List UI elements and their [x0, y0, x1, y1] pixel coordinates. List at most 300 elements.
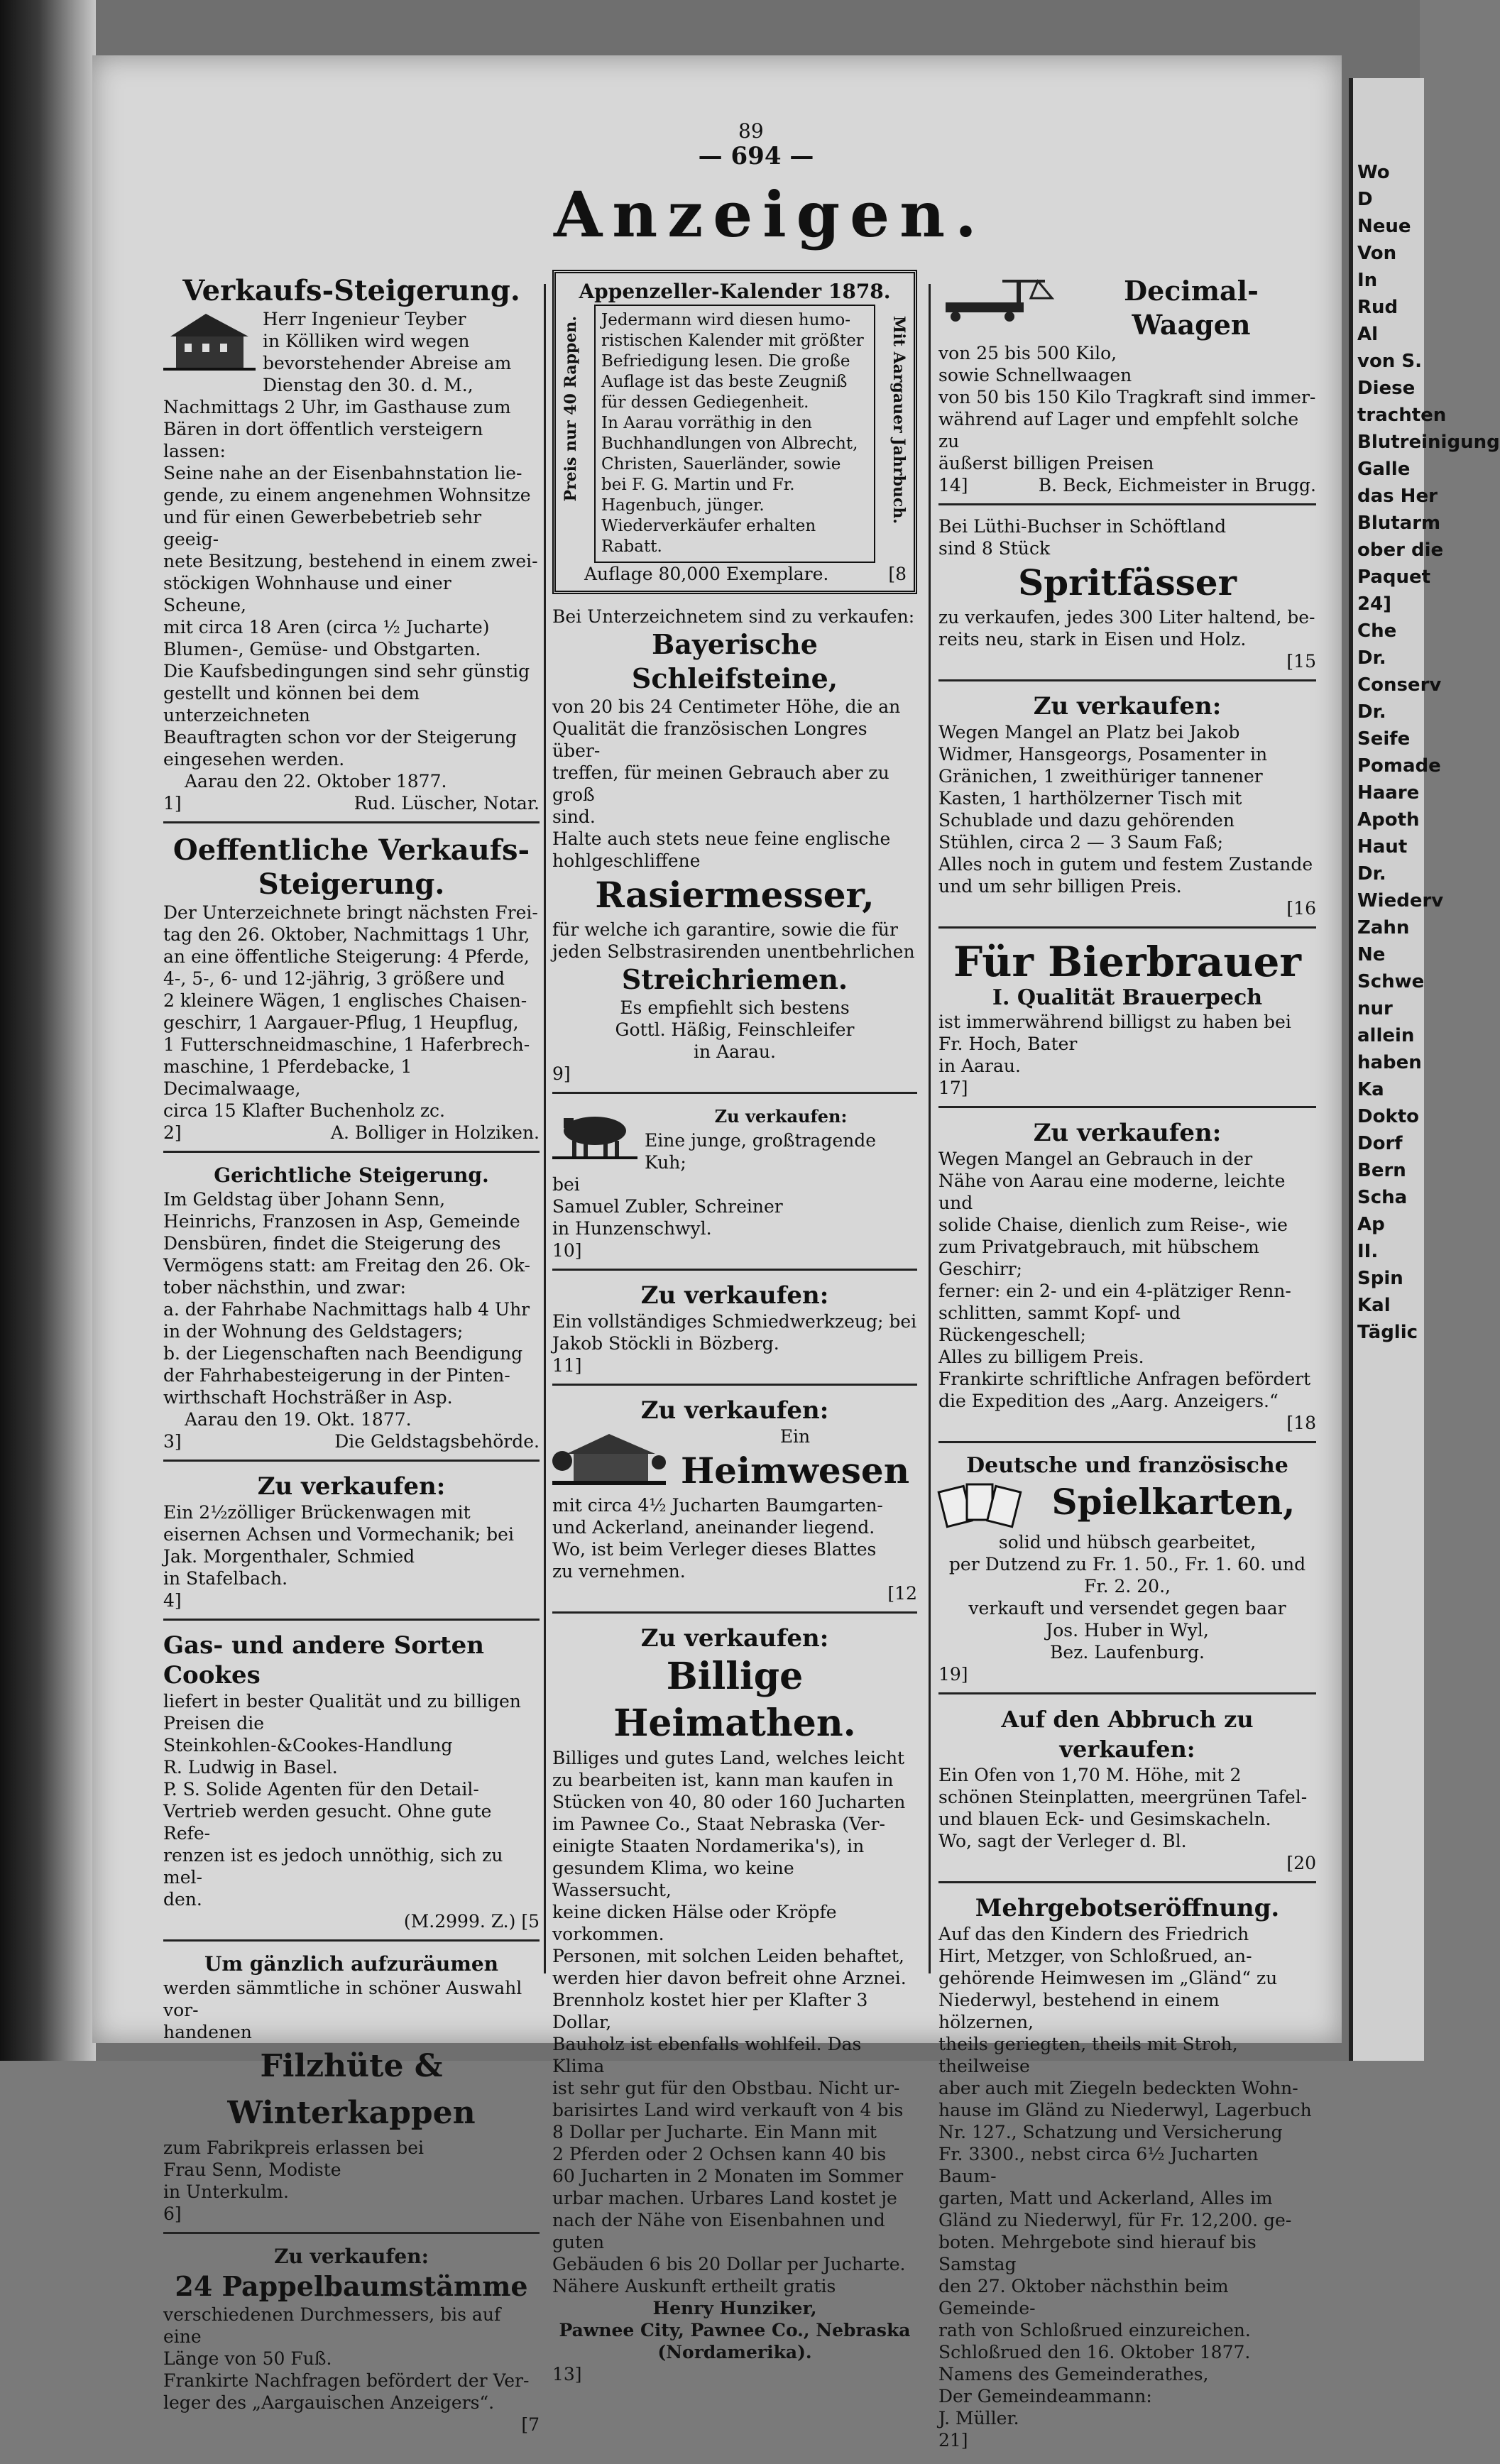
ad-signature: A. Bolliger in Holziken.	[330, 1122, 540, 1143]
text-line: Steinkohlen-&Cookes-Handlung	[163, 1735, 453, 1756]
text-line: Der Gemeindeammann:	[938, 2386, 1152, 2406]
ad-signature: Rud. Lüscher, Notar.	[354, 793, 540, 814]
ad-body-2	[552, 919, 917, 963]
text-line: eingesehen werden.	[163, 749, 345, 770]
ad-headline-2: Streichriemen.	[621, 963, 848, 995]
ad-kuh	[552, 1100, 917, 1271]
adjacent-page-fragment: Dr.	[1357, 647, 1386, 669]
ad-date: Aarau den 22. Oktober 1877.	[185, 771, 447, 792]
adjacent-page-fragment: Ap	[1357, 1214, 1385, 1235]
text-line: Dienstag den 30. d. M.,	[263, 375, 473, 395]
adjacent-page-fragment: Rud	[1357, 297, 1398, 318]
text-line: Gebäuden 6 bis 20 Dollar per Jucharte.	[552, 2254, 906, 2274]
ad-title: Zu verkaufen:	[257, 1472, 446, 1501]
ad-number: 13]	[552, 2364, 582, 2384]
text-line: in Hunzenschwyl.	[552, 1218, 712, 1239]
text-line: ist immerwährend billigst zu haben bei	[938, 1012, 1291, 1032]
text-line: In Aarau vorräthig in den	[601, 414, 812, 432]
text-line: Densbüren, findet die Steigerung des	[163, 1233, 501, 1254]
text-line: rath von Schloßrued einzureichen.	[938, 2320, 1251, 2340]
column-rule	[544, 284, 546, 1973]
adjacent-page-fragment	[1353, 105, 1424, 132]
pencil-page-number: 89	[738, 119, 764, 143]
text-line: Herr Ingenieur Teyber	[263, 309, 466, 329]
text-line: P. S. Solide Agenten für den Detail-	[163, 1779, 479, 1800]
ad-number: [7	[521, 2414, 540, 2435]
ad-title: Zu verkaufen:	[640, 1624, 829, 1653]
text-line: stöckigen Wohnhause und einer Scheune,	[163, 573, 451, 615]
text-line: Alles zu billigem Preis.	[938, 1347, 1144, 1367]
text-line: boten. Mehrgebote sind hierauf bis Samstag	[938, 2232, 1257, 2274]
text-line: eisernen Achsen und Vormechanik; bei	[163, 1524, 514, 1545]
text-line: während auf Lager und empfehlt solche zu	[938, 409, 1299, 451]
ad-number: [16	[1286, 898, 1316, 919]
column-1	[163, 270, 540, 2448]
text-line: äußerst billigen Preisen	[938, 453, 1154, 473]
ad-signature	[552, 2297, 917, 2363]
adjacent-page-fragment: Wiederv	[1357, 890, 1444, 911]
text-line: Stücken von 40, 80 oder 160 Jucharten	[552, 1792, 906, 1812]
ad-filzhuete	[163, 1947, 540, 2234]
text-line: Befriedigung lesen. Die große	[601, 352, 850, 371]
adjacent-page-fragment	[1353, 132, 1424, 159]
ad-title: Auf den Abbruch zu verkaufen:	[1001, 1706, 1254, 1763]
text-line: 8 Dollar per Jucharte. Ein Mann mit	[552, 2122, 877, 2142]
adjacent-page-fragment: ober die	[1357, 540, 1444, 561]
text-line: maschine, 1 Pferdebacke, 1 Decimalwaage,	[163, 1056, 412, 1099]
text-line: gehörende Heimwesen im „Gländ“ zu	[938, 1968, 1278, 1988]
adjacent-page-fragment: Kal	[1357, 1295, 1391, 1316]
text-line: Frankirte Nachfragen befördert der Ver-	[163, 2370, 530, 2391]
text-line: Wegen Mangel an Platz bei Jakob	[938, 722, 1240, 743]
text-line: in der Wohnung des Geldstagers;	[163, 1321, 464, 1342]
text-line: in Aarau.	[938, 1056, 1021, 1076]
adjacent-page-fragment: Seife	[1357, 728, 1411, 750]
ad-body	[163, 1977, 540, 2043]
ad-title: Bayerische Schleifsteine,	[631, 628, 838, 694]
text-line: handenen	[163, 2022, 252, 2042]
ad-headline: Spielkarten,	[1051, 1481, 1296, 1523]
text-line: Hirt, Metzger, von Schloßrued, an-	[938, 1946, 1252, 1966]
text-line: Nähere Auskunft ertheilt gratis	[552, 2276, 836, 2296]
text-line: zum Fabrikpreis erlassen bei	[163, 2137, 425, 2158]
text-line: Die Kaufsbedingungen sind sehr günstig	[163, 661, 530, 681]
text-line: Blumen-, Gemüse- und Obstgarten.	[163, 639, 481, 659]
ad-number: 4]	[163, 1590, 182, 1611]
text-line: Preisen die	[163, 1713, 265, 1734]
text-line: Schloßrued den 16. Oktober 1877.	[938, 2342, 1251, 2362]
ad-body	[938, 1923, 1316, 2429]
ad-body	[938, 1764, 1316, 1852]
text-line: tag den 26. Oktober, Nachmittags 1 Uhr,	[163, 924, 530, 945]
text-line: sind.	[552, 806, 596, 827]
ad-appenzeller-kalender	[552, 270, 917, 594]
ad-subtitle: I. Qualität Brauerpech	[992, 985, 1263, 1010]
text-line: Nr. 127., Schatzung und Versicherung	[938, 2122, 1283, 2142]
ad-schmiedwerkzeug	[552, 1276, 917, 1386]
adjacent-page-fragment: nur	[1357, 998, 1393, 1019]
text-line: von 20 bis 24 Centimeter Höhe, die an	[552, 696, 901, 717]
adjacent-page-fragment: Dokto	[1357, 1106, 1420, 1127]
text-line: Ein 2½zölliger Brückenwagen mit	[163, 1502, 471, 1523]
text-line: und Ackerland, aneinander liegend.	[552, 1517, 875, 1538]
cow-icon	[552, 1104, 637, 1161]
ad-number: [18	[1286, 1413, 1316, 1433]
adjacent-page-fragment: II.	[1357, 1241, 1379, 1262]
section-title: Anzeigen.	[554, 177, 987, 251]
adjacent-page-fragment: Blutarm	[1357, 513, 1441, 534]
ad-pappelbaumstaemme	[163, 2240, 540, 2443]
ad-number: 3]	[163, 1431, 182, 1452]
ad-body	[163, 1690, 540, 1910]
page-number: — 694 —	[698, 142, 814, 170]
text-line: mit circa 18 Aren (circa ½ Jucharte)	[163, 617, 490, 637]
text-line: werden sämmtliche in schöner Auswahl vor-	[163, 1978, 522, 2020]
adjacent-page-fragment: Dorf	[1357, 1133, 1403, 1154]
book-spine	[0, 0, 96, 2061]
text-line: hohlgeschliffene	[552, 850, 701, 871]
text-line: Fr. Hoch, Bater	[938, 1034, 1078, 1054]
ad-ein: Ein	[779, 1426, 811, 1447]
text-line: bei	[552, 1174, 580, 1195]
text-line: 2 kleinere Wägen, 1 englisches Chaisen-	[163, 990, 527, 1011]
ad-body	[552, 1747, 917, 2297]
text-line: garten, Matt und Ackerland, Alles im	[938, 2188, 1273, 2208]
ad-body	[938, 1148, 1316, 1412]
text-line: schönen Steinplatten, meergrünen Tafel-	[938, 1787, 1308, 1807]
text-line: in Aarau.	[694, 1041, 776, 1062]
text-line: solide Chaise, dienlich zum Reise-, wie	[938, 1215, 1288, 1235]
adjacent-page-fragment: Dr.	[1357, 701, 1386, 723]
ad-title: Appenzeller-Kalender 1878.	[579, 280, 891, 303]
ad-ofen	[938, 1700, 1316, 1883]
text-line: und blauen Eck- und Gesimskacheln.	[938, 1809, 1271, 1829]
text-line: von 25 bis 500 Kilo,	[938, 343, 1117, 363]
text-line: tober nächsthin, und zwar:	[163, 1277, 406, 1298]
adjacent-page-fragment: haben	[1357, 1052, 1422, 1073]
text-line: treffen, für meinen Gebrauch aber zu groß	[552, 762, 889, 805]
text-line: von 50 bis 150 Kilo Tragkraft sind immer-	[938, 387, 1316, 407]
adjacent-page-fragment: Haare	[1357, 782, 1420, 804]
ad-moebel	[938, 687, 1316, 929]
ad-title: Zu verkaufen:	[640, 1281, 829, 1310]
text-line: Ein Ofen von 1,70 M. Höhe, mit 2	[938, 1765, 1242, 1785]
adjacent-page-fragment: Dr.	[1357, 863, 1386, 885]
adjacent-page-fragment: Schwe	[1357, 971, 1425, 992]
ad-signature: B. Beck, Eichmeister in Brugg.	[1038, 475, 1316, 495]
text-line: Eine junge, großtragende Kuh;	[645, 1130, 877, 1173]
ad-title: Gas- und andere Sorten Cookes	[163, 1631, 484, 1690]
text-line: geschirr, 1 Aargauer-Pflug, 1 Heupflug,	[163, 1012, 519, 1033]
ad-number: 21]	[938, 2430, 968, 2451]
text-line: Heinrichs, Franzosen in Asp, Gemeinde	[163, 1211, 520, 1232]
text-line: Wegen Mangel an Gebrauch in der	[938, 1149, 1253, 1169]
ad-headline: Billige Heimathen.	[613, 1655, 856, 1745]
text-line: reits neu, stark in Eisen und Holz.	[938, 629, 1247, 650]
ad-number: 14]	[938, 475, 968, 495]
ad-body	[938, 1531, 1316, 1663]
ad-number: 2]	[163, 1122, 182, 1143]
column-3	[938, 270, 1316, 2464]
text-line: jeden Selbstrasirenden unentbehrlichen	[552, 941, 915, 962]
text-line: Jak. Morgenthaler, Schmied	[163, 1546, 415, 1567]
text-line: gende, zu einem angenehmen Wohnsitze	[163, 485, 531, 505]
ad-oeffentliche-steigerung	[163, 829, 540, 1153]
ad-title: Verkaufs-Steigerung.	[182, 274, 520, 307]
text-line: Bez. Laufenburg.	[1050, 1642, 1205, 1663]
adjacent-page-fragment: trachten	[1357, 405, 1447, 426]
text-line: Wo, sagt der Verleger d. Bl.	[938, 1831, 1187, 1851]
text-line: mit circa 4½ Jucharten Baumgarten-	[552, 1495, 883, 1516]
text-line: ferner: ein 2- und ein 4-plätziger Renn-	[938, 1281, 1291, 1301]
text-line: zu verkaufen, jedes 300 Liter haltend, be-	[938, 607, 1315, 628]
ad-body	[163, 308, 540, 770]
text-line: urbar machen. Urbares Land kostet je	[552, 2188, 897, 2208]
text-line: die Expedition des „Aarg. Anzeigers.“	[938, 1391, 1279, 1411]
text-line: solid und hübsch gearbeitet,	[998, 1532, 1257, 1553]
ad-number: 19]	[938, 1664, 968, 1685]
text-line: Wiederverkäufer erhalten Rabatt.	[601, 517, 816, 556]
adjacent-page-fragment: Zahn	[1357, 917, 1410, 938]
text-line: 4-, 5-, 6- und 12-jährig, 3 größere und	[163, 968, 505, 989]
text-line: barisirtes Land wird verkauft von 4 bis	[552, 2100, 904, 2120]
playing-cards-icon	[938, 1479, 1024, 1528]
text-line: Seine nahe an der Eisenbahnstation lie-	[163, 463, 522, 483]
adjacent-page-fragment: Conserv	[1357, 674, 1442, 696]
calendar-box	[594, 305, 875, 563]
text-line: wirthschaft Hochsträßer in Asp.	[163, 1387, 453, 1408]
text-line: Kasten, 1 harthölzerner Tisch mit	[938, 788, 1242, 809]
text-line: Bei Unterzeichnetem sind zu verkaufen:	[552, 606, 915, 627]
text-line: Buchhandlungen von Albrecht,	[601, 434, 858, 453]
text-line: Länge von 50 Fuß.	[163, 2348, 332, 2369]
ad-body	[938, 342, 1316, 474]
text-line: nach der Nähe von Eisenbahnen und guten	[552, 2210, 885, 2252]
text-line: Niederwyl, bestehend in einem hölzernen,	[938, 1990, 1220, 2032]
text-line: Frankirte schriftliche Anfragen befördert	[938, 1369, 1311, 1389]
adjacent-page-edge	[1349, 78, 1500, 2061]
text-line: (Nordamerika).	[657, 2342, 812, 2362]
text-line: ristischen Kalender mit größter	[601, 332, 864, 350]
ad-chaise	[938, 1114, 1316, 1443]
text-line: Auf das den Kindern des Friedrich	[938, 1924, 1249, 1944]
adjacent-page-fragment: Von	[1357, 243, 1397, 264]
text-line: 2 Pferden oder 2 Ochsen kann 40 bis	[552, 2144, 887, 2164]
adjacent-page-fragment: Al	[1357, 324, 1379, 345]
adjacent-page-fragment: Bern	[1357, 1160, 1406, 1181]
text-line: gestellt und können bei dem unterzeichneten	[163, 683, 420, 725]
ad-body	[938, 721, 1316, 897]
text-line: und für einen Gewerbebetrieb sehr geeig-	[163, 507, 482, 549]
text-line: Fr. 3300., nebst circa 6½ Jucharten Baum-	[938, 2144, 1259, 2186]
ad-reference: (M.2999. Z.)	[403, 1911, 516, 1932]
ad-body	[938, 606, 1316, 650]
ad-title: Gerichtliche Steigerung.	[214, 1163, 489, 1187]
text-line: Gottl. Häßig, Feinschleifer	[615, 1019, 855, 1040]
text-line: verkauft und versendet gegen baar	[968, 1598, 1286, 1619]
text-line: für welche ich garantire, sowie die für	[552, 919, 898, 940]
adjacent-page-fragment: Scha	[1357, 1187, 1408, 1208]
text-line: zu bearbeiten ist, kann man kaufen in	[552, 1770, 894, 1790]
text-line: ist sehr gut für den Obstbau. Nicht ur-	[552, 2078, 900, 2098]
ad-headline: Spritfässer	[1018, 562, 1237, 603]
text-line: Nähe von Aarau eine moderne, leichte und	[938, 1171, 1286, 1213]
text-line: Wo, ist beim Verleger dieses Blattes	[552, 1539, 877, 1560]
ad-title-2: Steigerung.	[258, 867, 445, 901]
adjacent-page-fragment: Blutreinigung	[1357, 432, 1500, 453]
text-line: Billiges und gutes Land, welches leicht	[552, 1748, 905, 1768]
text-line: sind 8 Stück	[938, 538, 1051, 559]
text-line: 60 Jucharten in 2 Monaten im Sommer	[552, 2166, 904, 2186]
text-line: zum Privatgebrauch, mit hübschem Geschirr;	[938, 1237, 1259, 1279]
adjacent-page-fragment: von S.	[1357, 351, 1422, 372]
text-line: Pawnee City, Pawnee Co., Nebraska	[559, 2320, 911, 2340]
ad-title: Zu verkaufen:	[640, 1396, 829, 1425]
text-line: per Dutzend zu Fr. 1. 50., Fr. 1. 60. und	[948, 1554, 1306, 1575]
text-line: renzen ist es jedoch unnöthig, sich zu mel-	[163, 1845, 503, 1888]
text-line: Widmer, Hansgeorgs, Posamenter in	[938, 744, 1268, 765]
ad-decimal-waagen	[938, 270, 1316, 505]
ad-title: Zu verkaufen:	[1033, 1119, 1222, 1147]
text-line: keine dicken Hälse oder Kröpfe vorkommen.	[552, 1902, 837, 1944]
ad-body	[938, 1011, 1316, 1077]
column-rule	[929, 284, 931, 1973]
ad-number: [8	[888, 564, 907, 584]
ad-body	[163, 1501, 540, 1589]
adjacent-page-fragment: Neue	[1357, 216, 1411, 237]
ad-title: Oeffentliche Verkaufs-	[173, 833, 530, 867]
text-line: liefert in bester Qualität und zu billigen	[163, 1691, 521, 1712]
text-line: Brennholz kostet hier per Klafter 3 Dollar,	[552, 1990, 868, 2032]
adjacent-page-fragment: Diese	[1357, 378, 1416, 399]
jahrbuch-side-text: Mit Aargauer Jahrbuch.	[889, 316, 908, 525]
text-line: Nachmittags 2 Uhr, im Gasthause zum	[163, 397, 511, 417]
adjacent-page-fragment: Täglic	[1357, 1322, 1418, 1343]
price-side-text: Preis nur 40 Rappen.	[562, 316, 580, 502]
text-line: Hagenbuch, jünger.	[601, 496, 765, 515]
house-icon	[163, 308, 256, 372]
text-line: Im Geldstag über Johann Senn,	[163, 1189, 446, 1210]
ad-title: Decimal-Waagen	[1124, 275, 1259, 341]
text-line: Beauftragten schon vor der Steigerung	[163, 727, 517, 748]
text-line: hause im Gländ zu Niederwyl, Lagerbuch	[938, 2100, 1312, 2120]
adjacent-page-fragment: allein	[1357, 1025, 1415, 1046]
adjacent-page-fragment: D	[1357, 189, 1373, 210]
text-line: einigte Staaten Nordamerika's), in	[552, 1836, 865, 1856]
text-line: b. der Liegenschaften nach Beendigung	[163, 1343, 523, 1364]
ad-number: [5	[521, 1911, 540, 1932]
ad-number: 1]	[163, 793, 182, 814]
text-line: circa 15 Klafter Buchenholz zc.	[163, 1100, 445, 1121]
ad-verkaufs-steigerung	[163, 270, 540, 823]
ad-bierbrauer	[938, 934, 1316, 1108]
ad-title: Zu verkaufen:	[274, 2245, 429, 2268]
text-line: R. Ludwig in Basel.	[163, 1757, 338, 1778]
adjacent-page-fragment: In	[1357, 270, 1378, 291]
text-line: in Stafelbach.	[163, 1568, 288, 1589]
ad-number: [12	[887, 1583, 917, 1604]
ad-title: Um gänzlich aufzuräumen	[204, 1952, 499, 1976]
ad-title: Mehrgebotseröffnung.	[975, 1894, 1280, 1922]
text-line: und um sehr billigen Preis.	[938, 876, 1182, 897]
text-line: sowie Schnellwaagen	[938, 365, 1132, 385]
ad-brueckenwagen	[163, 1467, 540, 1621]
text-line: theils geriegten, theils mit Stroh, theilweise	[938, 2034, 1238, 2076]
adjacent-page-fragment: das Her	[1357, 486, 1438, 507]
text-line: Schublade und dazu gehörenden	[938, 810, 1235, 831]
text-line: zu vernehmen.	[552, 1561, 686, 1582]
ad-spritfaesser	[938, 511, 1316, 681]
text-line: Vertrieb werden gesucht. Ohne gute Refe-	[163, 1801, 492, 1844]
text-line: Qualität die französischen Longres über-	[552, 718, 867, 761]
text-line: nete Besitzung, bestehend in einem zwei-	[163, 551, 538, 571]
adjacent-page-fragment: Ne	[1357, 944, 1386, 965]
text-line: der Fahrhabesteigerung in der Pinten-	[163, 1365, 510, 1386]
ad-number: [15	[1286, 651, 1316, 672]
text-line: schlitten, sammt Kopf- und Rückengeschell;	[938, 1303, 1181, 1345]
ad-headline: Für Bierbrauer	[953, 938, 1301, 986]
text-line: den 27. Oktober nächsthin beim Gemeinde-	[938, 2276, 1229, 2318]
ad-footer: Auflage 80,000 Exemplare.	[584, 564, 829, 584]
ad-headline: Rasiermesser,	[595, 874, 875, 916]
adjacent-page-fragment: Wo	[1357, 162, 1390, 183]
text-line: Frau Senn, Modiste	[163, 2159, 341, 2180]
ad-body	[552, 1494, 917, 1582]
adjacent-page-fragment: Haut	[1357, 836, 1408, 858]
text-line: Jakob Stöckli in Bözberg.	[552, 1333, 779, 1354]
column-2	[552, 270, 917, 2398]
ad-title: Zu verkaufen:	[714, 1106, 848, 1127]
text-line: Bauholz ist ebenfalls wohlfeil. Das Klima	[552, 2034, 862, 2076]
text-line: den.	[163, 1889, 202, 1910]
text-line: Gländ zu Niederwyl, für Fr. 12,200. ge-	[938, 2210, 1292, 2230]
ad-number: [20	[1286, 1853, 1316, 1873]
ad-spielkarten	[938, 1449, 1316, 1694]
text-line: Personen, mit solchen Leiden behaftet,	[552, 1946, 904, 1966]
adjacent-page-fragment	[1353, 78, 1424, 105]
ad-number: 17]	[938, 1078, 968, 1098]
ad-headline: Heimwesen	[680, 1450, 910, 1491]
text-line: Auflage ist das beste Zeugniß	[601, 373, 848, 391]
text-line: Es empfiehlt sich bestens	[620, 997, 850, 1018]
text-line: für dessen Gediegenheit.	[601, 393, 809, 412]
adjacent-page-fragment: Galle	[1357, 459, 1411, 480]
text-line: Stühlen, circa 2 — 3 Saum Faß;	[938, 832, 1224, 853]
text-line: 1 Futterschneidmaschine, 1 Haferbrech-	[163, 1034, 530, 1055]
adjacent-page-fragment: Ka	[1357, 1079, 1384, 1100]
text-line: bei F. G. Martin und Fr.	[601, 476, 795, 494]
ad-billige-heimathen	[552, 1619, 917, 2392]
adjacent-page-fragment: Spin	[1357, 1268, 1403, 1289]
text-line: a. der Fahrhabe Nachmittags halb 4 Uhr	[163, 1299, 530, 1320]
text-line: Namens des Gemeinderathes,	[938, 2364, 1209, 2384]
ad-heimwesen	[552, 1391, 917, 1614]
text-line: Ein vollständiges Schmiedwerkzeug; bei	[552, 1311, 917, 1332]
text-line: in Kölliken wird wegen	[263, 331, 470, 351]
ad-body	[163, 2304, 540, 2414]
adjacent-page-fragment: 24]	[1357, 593, 1392, 615]
text-line: Halte auch stets neue feine englische	[552, 828, 891, 849]
text-line: in Unterkulm.	[163, 2181, 289, 2202]
ad-intro	[552, 606, 917, 628]
text-line: Fr. 2. 20.,	[1084, 1576, 1171, 1597]
ad-mehrgebotseroeffnung	[938, 1889, 1316, 2458]
ad-body	[601, 310, 868, 557]
ad-signature: Die Geldstagsbehörde.	[334, 1431, 540, 1452]
ad-intro	[938, 515, 1316, 559]
farmhouse-icon	[552, 1425, 666, 1489]
ad-body	[163, 1188, 540, 1408]
